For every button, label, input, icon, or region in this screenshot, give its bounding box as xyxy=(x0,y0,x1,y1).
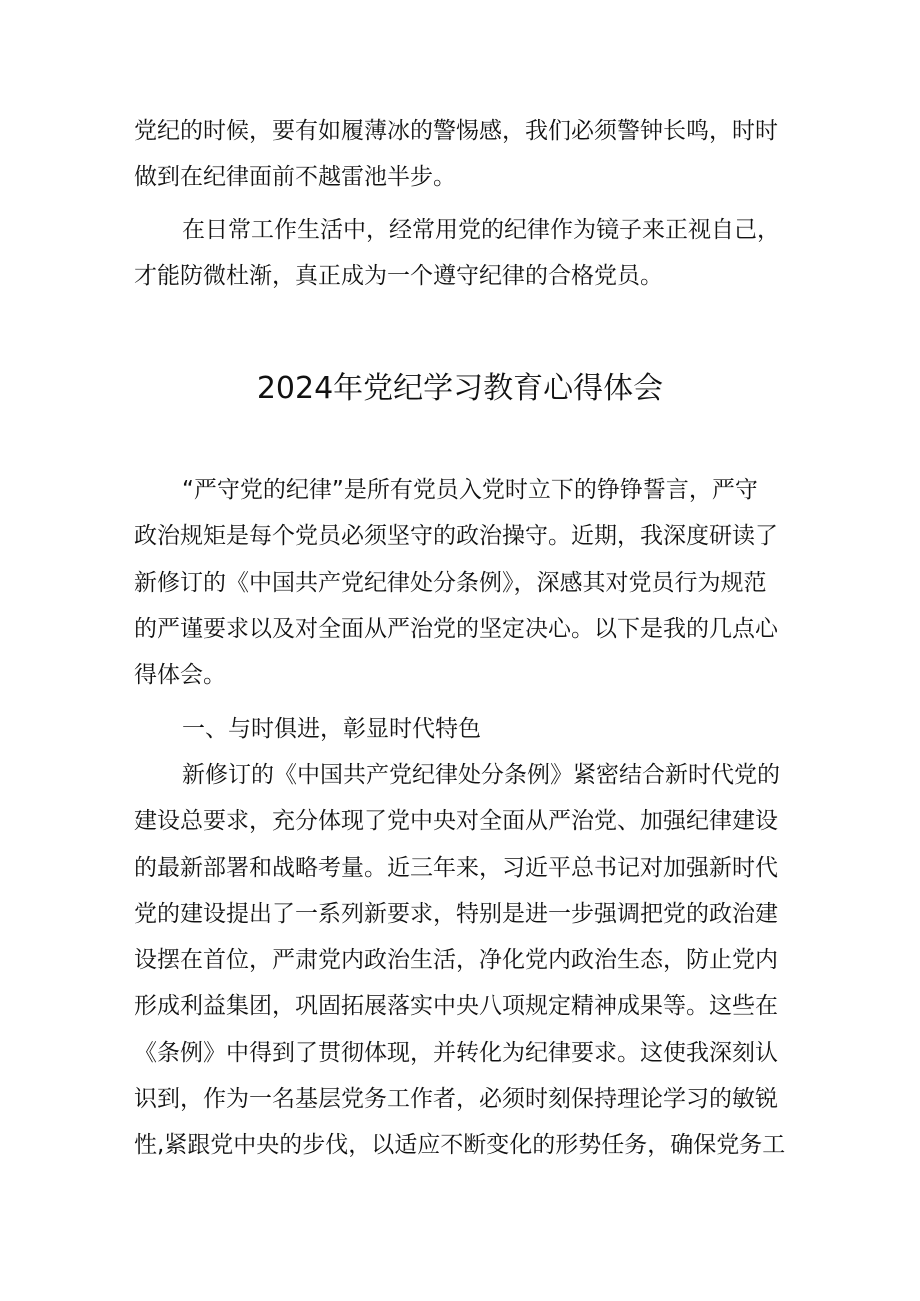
paragraph-line: 才能防微杜渐，真正成为一个遵守纪律的合格党员。 xyxy=(134,263,663,290)
paragraph-line: 做到在纪律面前不越雷池半步。 xyxy=(134,164,456,191)
paragraph-line: 的严谨要求以及对全面从严治党的坚定决心。以下是我的几点心 xyxy=(134,615,778,642)
paragraph-line: 党纪的时候，要有如履薄冰的警惕感，我们必须警钟长鸣，时时 xyxy=(134,118,778,144)
paragraph-line: 形成利益集团，巩固拓展落实中央八项规定精神成果等。这些在 xyxy=(134,993,778,1020)
paragraph-line: 的最新部署和战略考量。近三年来，习近平总书记对加强新时代 xyxy=(134,854,778,881)
paragraph-line: 在日常工作生活中，经常用党的纪律作为镜子来正视自己， xyxy=(182,217,780,243)
section-paragraph xyxy=(134,752,794,1169)
paragraph-line: 设摆在首位，严肃党内政治生活，净化党内政治生态，防止党内 xyxy=(134,947,778,974)
paragraph-line: 建设总要求，充分体现了党中央对全面从严治党、加强纪律建设 xyxy=(134,808,778,835)
top-fragment-paragraph xyxy=(134,108,794,201)
paragraph-line: 新修订的《中国共产党纪律处分条例》紧密结合新时代党的 xyxy=(182,762,780,788)
paragraph-line: 《条例》中得到了贯彻体现，并转化为纪律要求。这使我深刻认 xyxy=(134,1039,778,1066)
paragraph-line: 得体会。 xyxy=(134,662,226,689)
section-heading xyxy=(134,706,794,752)
document-title: 2024年党纪学习教育心得体会 xyxy=(256,371,664,406)
section-heading-text: 一、与时俱进，彰显时代特色 xyxy=(182,716,481,742)
paragraph-line: 党的建设提出了一系列新要求，特别是进一步强调把党的政治建 xyxy=(134,900,778,927)
intro-paragraph xyxy=(134,467,794,698)
paragraph-line: 识到，作为一名基层党务工作者，必须时刻保持理论学习的敏锐 xyxy=(134,1086,778,1113)
top-paragraph xyxy=(134,207,794,300)
paragraph-line: 政治规矩是每个党员必须坚守的政治操守。近期，我深度研读了 xyxy=(134,523,778,550)
paragraph-line: “严守党的纪律”是所有党员入党时立下的铮铮誓言，严守 xyxy=(182,477,758,503)
paragraph-line: 新修订的《中国共产党纪律处分条例》，深感其对党员行为规范 xyxy=(134,569,767,596)
paragraph-line: 性,紧跟党中央的步伐，以适应不断变化的形势任务，确保党务工 xyxy=(134,1132,786,1159)
